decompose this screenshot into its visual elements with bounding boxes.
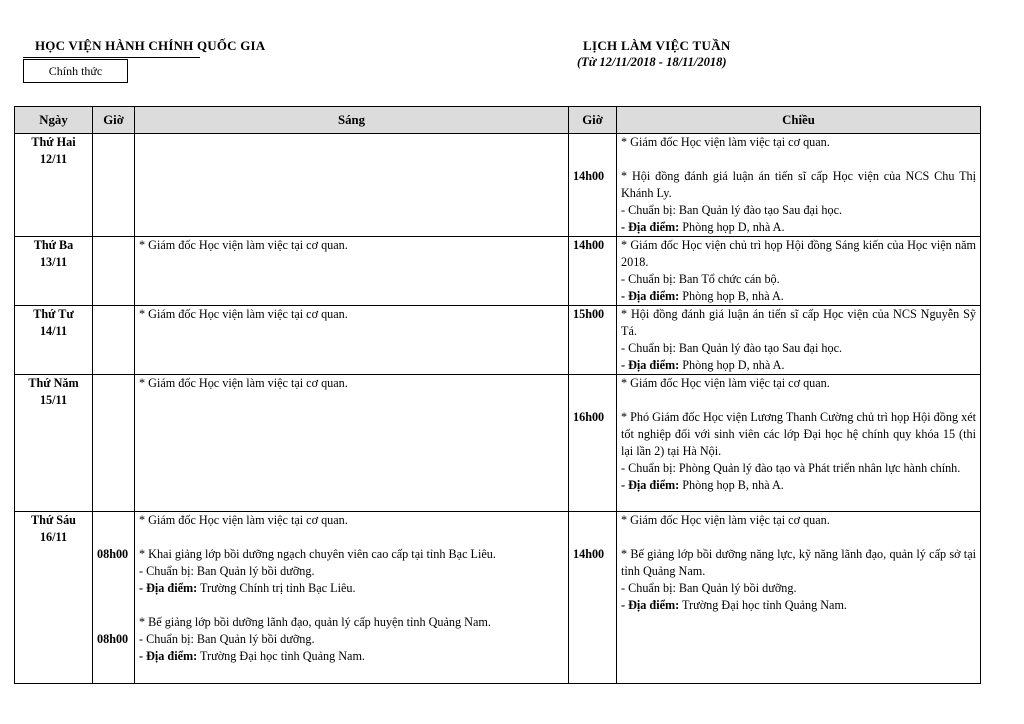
- afternoon-location: [621, 357, 976, 374]
- morning-time-cell: [93, 512, 135, 684]
- morning-item: * Giám đốc Học viện làm việc tại cơ quan.: [139, 513, 348, 527]
- column-header-morning: Sáng: [135, 107, 569, 134]
- location-label: - Địa điểm:: [139, 649, 198, 663]
- day-label: Thứ Năm: [28, 376, 79, 390]
- day-date: 15/11: [39, 393, 68, 407]
- afternoon-item: * Giám đốc Học viện làm việc tại cơ quan.: [621, 513, 830, 527]
- column-header-afternoon: Chiều: [617, 107, 981, 134]
- day-date: 12/11: [39, 152, 68, 166]
- afternoon-location: [621, 597, 976, 614]
- location-value: Phòng họp B, nhà A.: [679, 289, 784, 303]
- morning-cell: [135, 134, 569, 237]
- location-label: - Địa điểm:: [621, 289, 680, 303]
- location-value: Phòng họp D, nhà A.: [679, 358, 785, 372]
- location-label: - Địa điểm:: [621, 598, 680, 612]
- location-label: - Địa điểm:: [621, 478, 680, 492]
- table-row: [15, 512, 981, 684]
- table-row: [15, 375, 981, 512]
- afternoon-time-cell: [569, 237, 617, 306]
- day-cell: [15, 512, 93, 684]
- morning-cell: [135, 512, 569, 684]
- afternoon-item: * Phó Giám đốc Học viện Lương Thanh Cường chủ trì họp Hội đồng xét tốt nghiệp đối với sinh viên các lớp Đại học hệ chính quy khóa 15 (thi lại lần 2) tại Hà Nội.: [621, 410, 976, 458]
- location-value: Trường Đại học tỉnh Quảng Nam.: [197, 649, 365, 663]
- afternoon-prep: - Chuẩn bị: Phòng Quản lý đào tạo và Phát triển nhân lực hành chính.: [621, 461, 961, 475]
- morning-time: 08h00: [97, 632, 129, 646]
- morning-item: * Giám đốc Học viện làm việc tại cơ quan.: [139, 238, 348, 252]
- afternoon-item: * Bế giảng lớp bồi dưỡng năng lực, kỹ năng lãnh đạo, quản lý cấp sở tại tỉnh Quảng Nam.: [621, 547, 976, 578]
- location-label: - Địa điểm:: [621, 358, 680, 372]
- organization-name: HỌC VIỆN HÀNH CHÍNH QUỐC GIA: [35, 38, 266, 53]
- day-cell: [15, 306, 93, 375]
- afternoon-time: 14h00: [573, 238, 605, 252]
- organization-underline: [23, 57, 200, 58]
- morning-cell: [135, 237, 569, 306]
- afternoon-time-cell: [569, 134, 617, 237]
- morning-location: [139, 580, 564, 597]
- afternoon-time-cell: [569, 306, 617, 375]
- day-label: Thứ Tư: [33, 307, 74, 321]
- afternoon-item: * Giám đốc Học viện làm việc tại cơ quan.: [621, 135, 830, 149]
- location-value: Trường Chính trị tỉnh Bạc Liêu.: [197, 581, 356, 595]
- morning-prep: - Chuẩn bị: Ban Quản lý bồi dưỡng.: [139, 564, 315, 578]
- morning-item: * Giám đốc Học viện làm việc tại cơ quan.: [139, 307, 348, 321]
- table-row: [15, 306, 981, 375]
- afternoon-time: 14h00: [573, 169, 605, 183]
- afternoon-time-cell: [569, 375, 617, 512]
- column-header-day: Ngày: [15, 107, 93, 134]
- afternoon-time: 16h00: [573, 410, 605, 424]
- afternoon-cell: [617, 306, 981, 375]
- column-header-time-pm: Giờ: [569, 107, 617, 134]
- schedule-table: [14, 106, 981, 684]
- afternoon-location: [621, 219, 976, 236]
- afternoon-prep: - Chuẩn bị: Ban Quản lý đào tạo Sau đại học.: [621, 203, 843, 217]
- morning-item: * Khai giảng lớp bồi dưỡng ngạch chuyên viên cao cấp tại tỉnh Bạc Liêu.: [139, 547, 496, 561]
- afternoon-prep: - Chuẩn bị: Ban Tổ chức cán bộ.: [621, 272, 780, 286]
- day-cell: [15, 134, 93, 237]
- afternoon-item: * Giám đốc Học viện chủ trì họp Hội đồng Sáng kiến của Học viện năm 2018.: [621, 238, 976, 269]
- morning-time-cell: [93, 306, 135, 375]
- page-title: LỊCH LÀM VIỆC TUẦN: [583, 38, 731, 53]
- afternoon-prep: - Chuẩn bị: Ban Quản lý đào tạo Sau đại học.: [621, 341, 843, 355]
- afternoon-time: 15h00: [573, 307, 605, 321]
- afternoon-cell: [617, 134, 981, 237]
- afternoon-cell: [617, 375, 981, 512]
- status-badge: Chính thức: [23, 59, 128, 83]
- table-row: [15, 237, 981, 306]
- morning-item: * Giám đốc Học viện làm việc tại cơ quan.: [139, 376, 348, 390]
- afternoon-time: 14h00: [573, 547, 605, 561]
- morning-item: * Bế giảng lớp bồi dưỡng lãnh đạo, quản lý cấp huyện tỉnh Quảng Nam.: [139, 615, 491, 629]
- afternoon-time-cell: [569, 512, 617, 684]
- location-value: Phòng họp D, nhà A.: [679, 220, 785, 234]
- day-date: 16/11: [39, 530, 68, 544]
- afternoon-cell: [617, 512, 981, 684]
- morning-prep: - Chuẩn bị: Ban Quản lý bồi dưỡng.: [139, 632, 315, 646]
- day-label: Thứ Sáu: [31, 513, 76, 527]
- day-cell: [15, 375, 93, 512]
- location-label: - Địa điểm:: [621, 220, 680, 234]
- location-value: Trường Đại học tỉnh Quảng Nam.: [679, 598, 847, 612]
- day-date: 14/11: [39, 324, 68, 338]
- afternoon-prep: - Chuẩn bị: Ban Quản lý bồi dưỡng.: [621, 581, 797, 595]
- afternoon-item: * Hội đồng đánh giá luận án tiến sĩ cấp Học viện của NCS Nguyễn Sỹ Tá.: [621, 307, 976, 338]
- day-cell: [15, 237, 93, 306]
- day-label: Thứ Hai: [31, 135, 76, 149]
- date-range: (Từ 12/11/2018 - 18/11/2018): [577, 55, 727, 69]
- table-row: [15, 134, 981, 237]
- column-header-time-am: Giờ: [93, 107, 135, 134]
- day-date: 13/11: [39, 255, 68, 269]
- morning-time-cell: [93, 134, 135, 237]
- location-label: - Địa điểm:: [139, 581, 198, 595]
- morning-cell: [135, 375, 569, 512]
- afternoon-location: [621, 288, 976, 305]
- morning-time-cell: [93, 237, 135, 306]
- morning-time: 08h00: [97, 547, 129, 561]
- afternoon-item: * Giám đốc Học viện làm việc tại cơ quan.: [621, 376, 830, 390]
- afternoon-cell: [617, 237, 981, 306]
- morning-location: [139, 648, 564, 665]
- morning-cell: [135, 306, 569, 375]
- location-value: Phòng họp B, nhà A.: [679, 478, 784, 492]
- morning-time-cell: [93, 375, 135, 512]
- afternoon-item: * Hội đồng đánh giá luận án tiến sĩ cấp Học viện của NCS Chu Thị Khánh Ly.: [621, 169, 976, 200]
- table-header-row: [15, 107, 981, 134]
- day-label: Thứ Ba: [33, 238, 74, 252]
- afternoon-location: [621, 477, 976, 494]
